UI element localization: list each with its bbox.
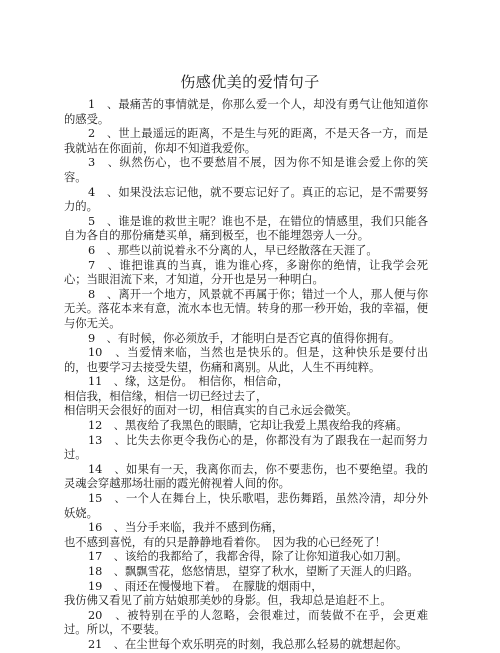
paragraph: 13 、比失去你更令我伤心的是，你都没有为了跟我在一起而努力过。	[64, 433, 428, 462]
paragraph: 9 、有时候，你必须放手，才能明白是否它真的值得你拥有。	[88, 331, 401, 345]
paragraph-continuation: 我仿佛又看见了前方姑娘那美妙的身影。但，我却总是追赶不上。	[64, 594, 392, 608]
paragraph: 20 、被特别在乎的人忽略，会很难过，而装做不在乎，会更难过。所以，不要装。	[64, 608, 428, 637]
paragraph: 3 、纵然伤心，也不要愁眉不展，因为你不知是谁会爱上你的笑容。	[64, 156, 428, 184]
document-body	[64, 98, 428, 653]
paragraph: 14 、如果有一天，我离你而去，你不要悲伤，也不要绝望。我的灵魂会穿越那场壮丽的霞光俯视着人间的你。	[64, 462, 428, 491]
paragraph: 12 、黑夜给了我黑色的眼睛，它却让我爱上黑夜给我的疼痛。	[88, 419, 408, 433]
paragraph: 2 、世上最遥远的距离，不是生与死的距离，不是天各一方，而是我就站在你面前，你却不知道我爱你。	[64, 127, 428, 155]
paragraph-continuation: 相信明天会很好的面对一切，相信真实的自己永远会微笑。	[64, 404, 358, 418]
paragraph-continuation: 也不感到喜悦，有的只是静静地看着你。 因为我的心已经死了！	[64, 535, 386, 549]
paragraph: 6 、那些以前说着永不分离的人，早已经散落在天涯了。	[88, 243, 378, 257]
paragraph: 8 、离开一个地方，风景就不再属于你；错过一个人，那人便与你无关。落花本来有意，流水本也无情。转身的那一秒开始，我的幸福，便与你无关。	[64, 287, 428, 330]
paragraph: 17 、该给的我都给了，我都舍得，除了让你知道我心如刀割。	[88, 550, 408, 564]
paragraph: 15 、一个人在舞台上，快乐歌唱，悲伤舞蹈，虽然冷清，却分外妖娆。	[64, 492, 428, 520]
paragraph: 19 、雨还在慢慢地下着。 在朦胧的烟雨中，	[88, 579, 323, 593]
paragraph: 4 、如果没法忘记他，就不要忘记好了。真正的忘记，是不需要努力的。	[64, 185, 428, 214]
paragraph: 10 、当爱情来临，当然也是快乐的。但是，这种快乐是要付出的，也要学习去接受失望，伤痛和离别。从此，人生不再纯粹。	[64, 346, 428, 374]
paragraph: 11 、缘，这是份。 相信你，相信命，	[88, 375, 289, 389]
paragraph: 5 、谁是谁的救世主呢？谁也不是，在错位的情感里，我们只能各自为各自的那份痛楚买单，痛到极至，也不能埋怨旁人一分。	[64, 214, 428, 243]
page-title: 伤感优美的爱情句子	[180, 73, 320, 91]
paragraph: 21 、在尘世每个欢乐明亮的时刻，我总那么轻易的就想起你。	[88, 637, 408, 651]
paragraph: 1 、最痛苦的事情就是，你那么爱一个人，却没有勇气让他知道你的感受。	[64, 98, 428, 126]
paragraph: 18 、飘飘雪花，悠悠情思，望穿了秋水，望断了天涯人的归路。	[88, 565, 419, 578]
paragraph: 7 、谁把谁真的当真，谁为谁心疼，多谢你的绝情，让我学会死心；当眼泪流下来，才知道，分开也是另一种明白。	[64, 258, 428, 287]
paragraph: 16 、当分手来临，我并不感到伤痛，	[88, 521, 284, 535]
paragraph-continuation: 相信我，相信缘，相信一切已经过去了，	[64, 389, 268, 403]
